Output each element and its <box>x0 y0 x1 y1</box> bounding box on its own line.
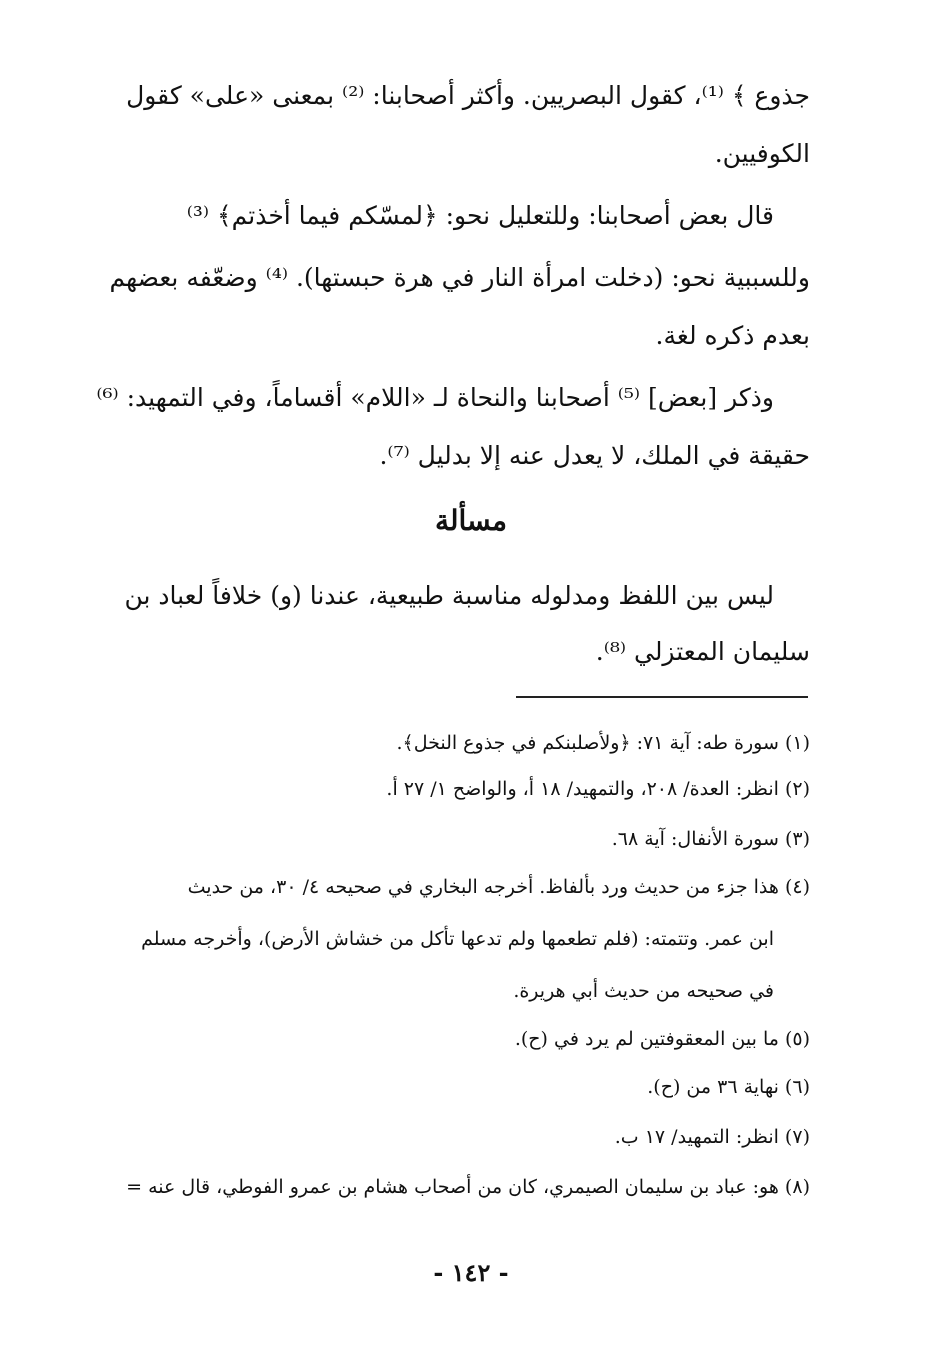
footnote-4-continued-1: ابن عمر. وتتمته: (فلم تطعمها ولم تدعها تأكل من خشاش الأرض)، وأخرجه مسلم <box>141 928 774 950</box>
body-line-4: وللسببية نحو: (دخلت امرأة النار في هرة حبستها). ⁽⁴⁾ وضعّفه بعضهم <box>109 263 810 292</box>
footnote-4-continued-2: في صحيحه من حديث أبي هريرة. <box>513 980 774 1002</box>
body-line-6: وذكر [بعض] ⁽⁵⁾ أصحابنا والنحاة لـ «اللام» أقساماً، وفي التمهيد: ⁽⁶⁾ <box>96 383 774 412</box>
footnote-1: (١) سورة طه: آية ٧١: ﴿ولأصلبنكم في جذوع النخل﴾. <box>396 732 810 754</box>
footnote-separator <box>516 696 808 698</box>
footnote-7: (٧) انظر: التمهيد/ ١٧ ب. <box>614 1126 810 1148</box>
footnote-6: (٦) نهاية ٣٦ من (ح). <box>647 1076 810 1098</box>
section-heading: مسألة <box>434 504 508 537</box>
body-line-1: جذوع ﴾ ⁽¹⁾، كقول البصريين. وأكثر أصحابنا: ⁽²⁾ بمعنى «على» كقول <box>126 81 810 110</box>
footnote-8: (٨) هو: عباد بن سليمان الصيمري، كان من أصحاب هشام بن عمرو الفوطي، قال عنه = <box>126 1176 810 1198</box>
footnote-5: (٥) ما بين المعقوفتين لم يرد في (ح). <box>514 1028 810 1050</box>
footnote-4: (٤) هذا جزء من حديث ورد بألفاظ. أخرجه البخاري في صحيحه ٤/ ٣٠، من حديث <box>187 876 810 898</box>
footnote-2: (٢) انظر: العدة/ ٢٠٨، والتمهيد/ ١٨ أ، والواضح ١/ ٢٧ أ. <box>386 778 810 800</box>
body-line-3: قال بعض أصحابنا: وللتعليل نحو: ﴿لمسّكم فيما أخذتم﴾ ⁽³⁾ <box>186 201 774 230</box>
body-line-9: سليمان المعتزلي ⁽⁸⁾. <box>595 637 810 666</box>
body-line-7: حقيقة في الملك، لا يعدل عنه إلا بدليل ⁽⁷⁾. <box>379 441 810 470</box>
body-line-2: الكوفيين. <box>714 139 810 168</box>
footnote-3: (٣) سورة الأنفال: آية ٦٨. <box>611 828 810 850</box>
body-line-8: ليس بين اللفظ ومدلوله مناسبة طبيعية، عندنا (و) خلافاً لعباد بن <box>124 581 774 610</box>
page-number: - ١٤٢ - <box>433 1258 509 1287</box>
body-line-5: بعدم ذكره لغة. <box>655 321 810 350</box>
